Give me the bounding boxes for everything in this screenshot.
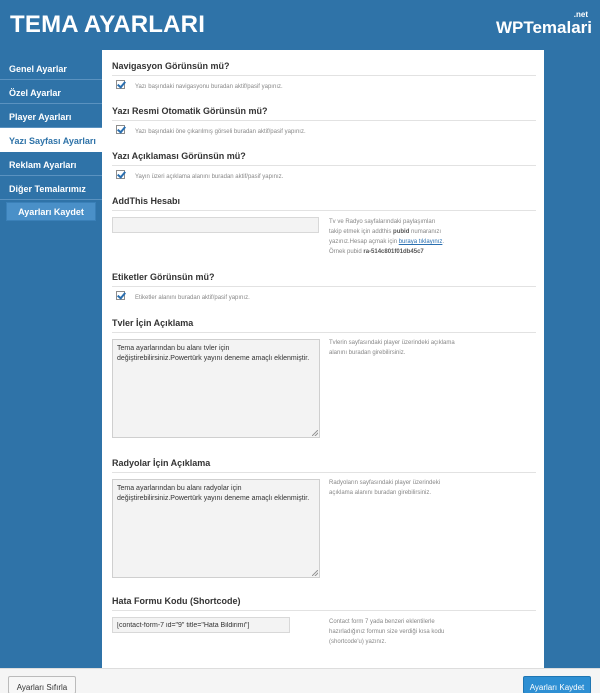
divider xyxy=(112,210,536,211)
sidebar-item-general[interactable]: Genel Ayarlar xyxy=(0,56,102,80)
addthis-section-title: AddThis Hesabı xyxy=(112,196,181,206)
settings-panel xyxy=(102,50,544,668)
tv-description-textarea[interactable] xyxy=(112,339,320,438)
addthis-desc-text: Örnek pubid xyxy=(329,249,364,255)
tv-description-help: Tvlerin sayfasındaki player üzerindeki açıklama alanını buradan girebilirsiniz. xyxy=(329,340,455,356)
addthis-desc-line3 xyxy=(329,237,469,247)
divider xyxy=(112,165,536,166)
divider xyxy=(112,472,536,473)
tv-section-title: Tvler İçin Açıklama xyxy=(112,318,194,328)
radio-description-textarea[interactable] xyxy=(112,479,320,578)
sidebar-item-other-themes[interactable]: Diğer Temalarımız xyxy=(0,176,102,200)
addthis-desc-line1: Tv ve Radyo sayfalarındaki paylaşımları xyxy=(329,219,436,225)
addthis-desc-text: . xyxy=(442,239,445,245)
addthis-input[interactable] xyxy=(112,217,319,233)
desc-checkbox[interactable] xyxy=(116,170,125,179)
divider xyxy=(112,120,536,121)
addthis-description xyxy=(329,217,469,257)
nav-helper-text: Yazı başındaki navigasyonu buradan aktif/pasif yapınız. xyxy=(135,84,283,90)
brand-logo: WPTemalari xyxy=(495,18,592,37)
radio-description-help: Radyoların sayfasındaki player üzerindeki açıklama alanını buradan girebilirsiniz. xyxy=(329,480,441,496)
sidebar-save-button[interactable]: Ayarları Kaydet xyxy=(6,202,96,221)
nav-checkbox[interactable] xyxy=(116,80,125,89)
page-title: TEMA AYARLARI xyxy=(10,11,206,38)
logo-suffix: .net xyxy=(573,10,588,19)
resize-grip-icon[interactable] xyxy=(312,430,318,436)
reset-settings-button[interactable]: Ayarları Sıfırla xyxy=(8,676,76,693)
sidebar-item-post-page[interactable]: Yazı Sayfası Ayarları xyxy=(0,128,102,152)
divider xyxy=(112,75,536,76)
pubid-example: ra-514c801f01db45c7 xyxy=(363,249,424,255)
addthis-signup-link[interactable]: buraya tıklayınız xyxy=(398,239,443,245)
desc-section-title: Yazı Açıklaması Görünsün mü? xyxy=(112,151,246,161)
thumb-section-title: Yazı Resmi Otomatik Görünsün mü? xyxy=(112,106,268,116)
divider xyxy=(112,610,536,611)
desc-helper-text: Yayın üzeri açıklama alanını buradan aktif/pasif yapınız. xyxy=(135,174,284,180)
sidebar xyxy=(0,50,102,668)
divider xyxy=(112,286,536,287)
radio-section-title: Radyolar İçin Açıklama xyxy=(112,458,211,468)
sidebar-item-custom[interactable]: Özel Ayarlar xyxy=(0,80,102,104)
right-background xyxy=(544,50,600,668)
addthis-desc-text: numaranızı xyxy=(409,229,442,235)
footer-bar xyxy=(0,668,600,693)
sidebar-item-player[interactable]: Player Ayarları xyxy=(0,104,102,128)
nav-section-title: Navigasyon Görünsün mü? xyxy=(112,61,230,71)
addthis-desc-line4 xyxy=(329,247,469,257)
tags-section-title: Etiketler Görünsün mü? xyxy=(112,272,215,282)
resize-grip-icon[interactable] xyxy=(312,570,318,576)
addthis-desc-line2 xyxy=(329,227,469,237)
addthis-desc-text: takip etmek için addthis xyxy=(329,229,394,235)
addthis-desc-text: yazınız.Hesap açmak için xyxy=(329,239,399,245)
errorform-description-help: Contact form 7 yada benzeri eklentilerle hazırladığınız formun size verdiği kısa kodu (shortcode'u) yazınız. xyxy=(329,619,445,645)
pubid-code: pubid xyxy=(393,229,410,235)
divider xyxy=(112,332,536,333)
thumb-helper-text: Yazı başındaki öne çıkarılmış görseli buradan aktif/pasif yapınız. xyxy=(135,129,306,135)
page-header xyxy=(0,0,600,50)
thumb-checkbox[interactable] xyxy=(116,125,125,134)
errorform-section-title: Hata Formu Kodu (Shortcode) xyxy=(112,596,241,606)
tags-helper-text: Etiketler alanını buradan aktif/pasif yapınız. xyxy=(135,295,250,301)
sidebar-item-ads[interactable]: Reklam Ayarları xyxy=(0,152,102,176)
save-settings-button[interactable]: Ayarları Kaydet xyxy=(523,676,591,693)
shortcode-input[interactable] xyxy=(112,617,290,633)
tags-checkbox[interactable] xyxy=(116,291,125,300)
